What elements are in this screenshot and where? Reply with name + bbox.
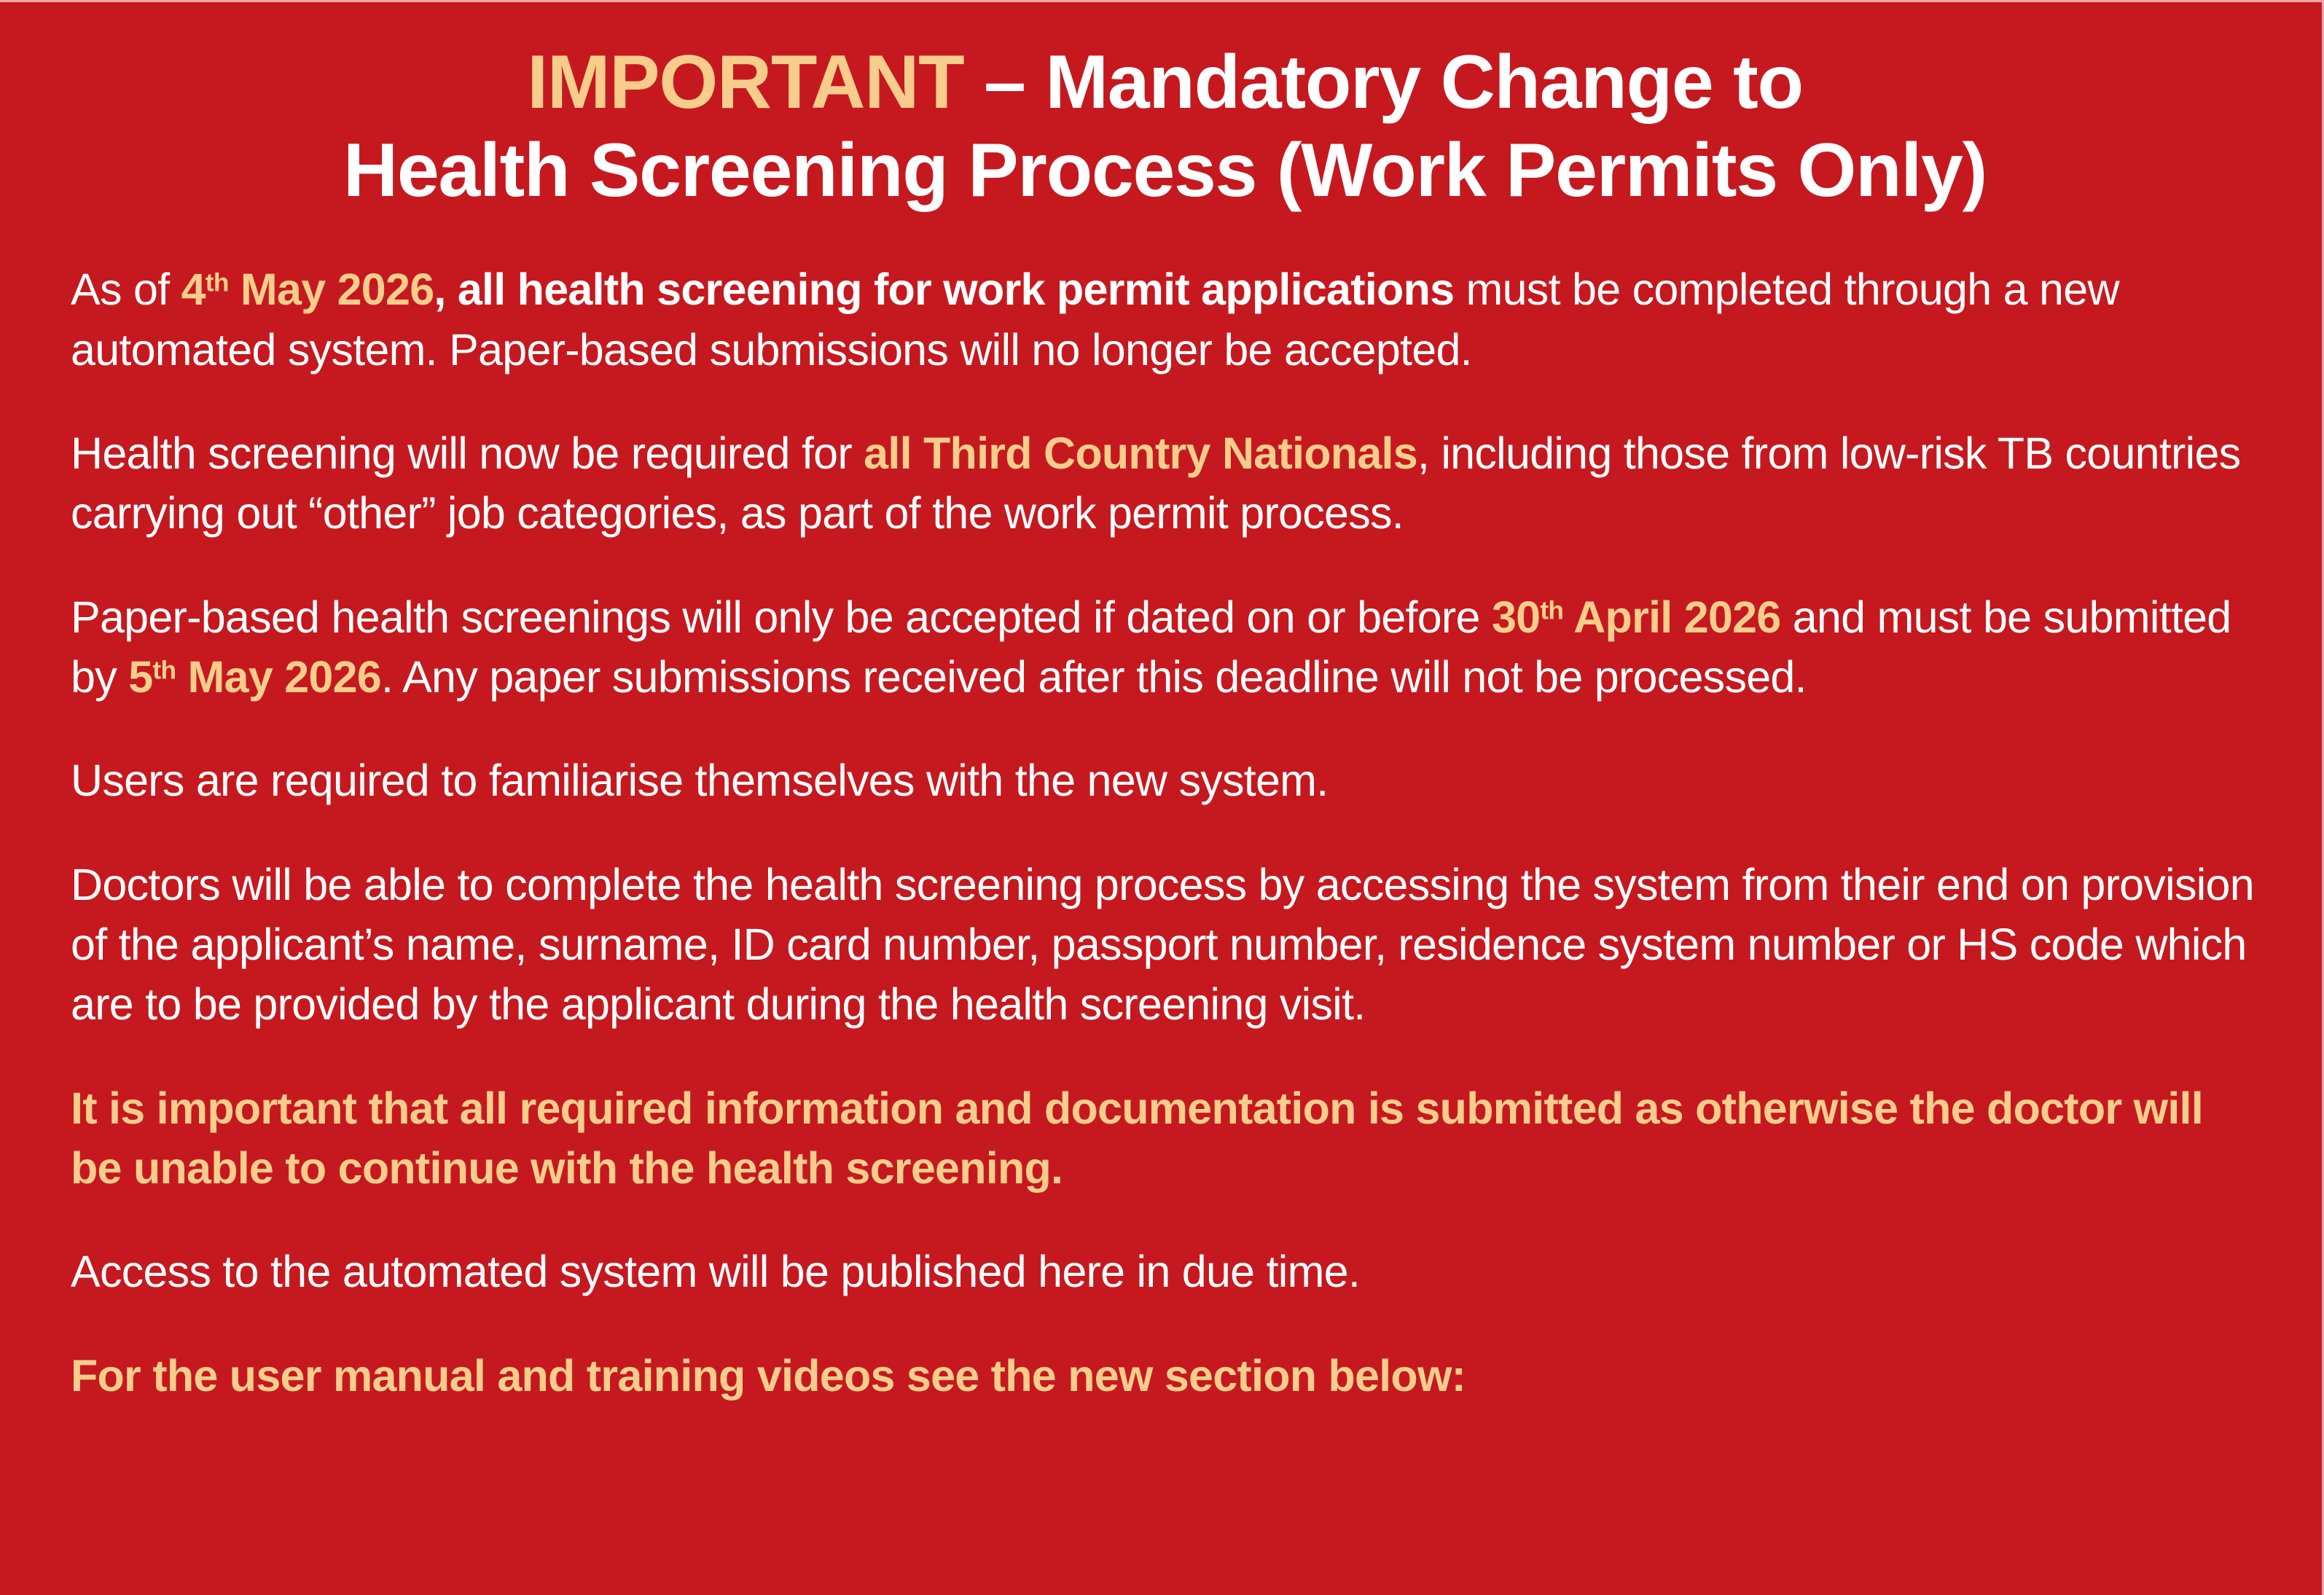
text-run: Health screening will now be required for <box>71 428 864 478</box>
notice-title-line-2 <box>71 127 2259 215</box>
superscript-ordinal: th <box>152 656 176 685</box>
text-run: 4 <box>181 264 206 315</box>
text-run: IMPORTANT <box>527 40 964 125</box>
text-run: – Mandatory Change to <box>963 40 1803 125</box>
notice-paragraph-1 <box>71 259 2259 380</box>
text-run: . Any paper submissions received after this deadline will not be processed. <box>381 651 1807 702</box>
text-run: , <box>434 264 458 315</box>
text-run: Access to the automated system will be published here in due time. <box>71 1247 1361 1297</box>
text-run: Users are required to familiarise themselves with the new system. <box>71 756 1329 806</box>
superscript-ordinal: th <box>205 268 229 297</box>
text-run: As of <box>71 264 181 315</box>
text-run: 30 <box>1491 592 1541 642</box>
text-run: , including those from low-risk TB countries carrying out “other” job categories, as part of the work permit process. <box>71 428 2253 538</box>
text-run: Health Screening Process (Work Permits Only) <box>343 128 1987 213</box>
text-run: Doctors will be able to complete the health screening process by accessing the system from their end on provision of the applicant’s name, surname, ID card number, passport number, residence system number or HS code which are to be provided by the applicant during the health screening visit. <box>71 859 2266 1030</box>
text-run: It is important that all required information and documentation is submitted as otherwise the doctor will be unable to continue with the health screening. <box>71 1083 2215 1194</box>
superscript-ordinal: th <box>1540 596 1564 625</box>
notice-title-line-1 <box>71 39 2259 127</box>
notice-body <box>71 259 2266 1406</box>
notice-title <box>71 39 2259 214</box>
notice-paragraph-4 <box>71 751 2259 810</box>
notice-paragraph-6 <box>71 1078 2259 1199</box>
text-run: For the user manual and training videos see the new section below: <box>71 1350 1466 1400</box>
notice-paragraph-3 <box>71 587 2259 708</box>
text-run: May 2026 <box>228 264 434 315</box>
text-run: all health screening for work permit applications <box>457 264 1455 315</box>
text-run: May 2026 <box>176 651 382 702</box>
notice-paragraph-2 <box>71 423 2259 544</box>
notice-paragraph-7 <box>71 1242 2259 1301</box>
text-run: 5 <box>128 651 153 702</box>
text-run: all Third Country Nationals <box>864 428 1417 478</box>
text-run: and must be submitted by <box>71 592 2243 702</box>
notice-paragraph-5 <box>71 855 2266 1035</box>
text-run: April 2026 <box>1563 592 1781 642</box>
text-run: must be completed through a new automated system. Paper-based submissions will no longer be accepted. <box>71 264 2131 375</box>
notice-paragraph-8 <box>71 1346 2259 1406</box>
text-run: Paper-based health screenings will only be accepted if dated on or before <box>71 592 1492 642</box>
